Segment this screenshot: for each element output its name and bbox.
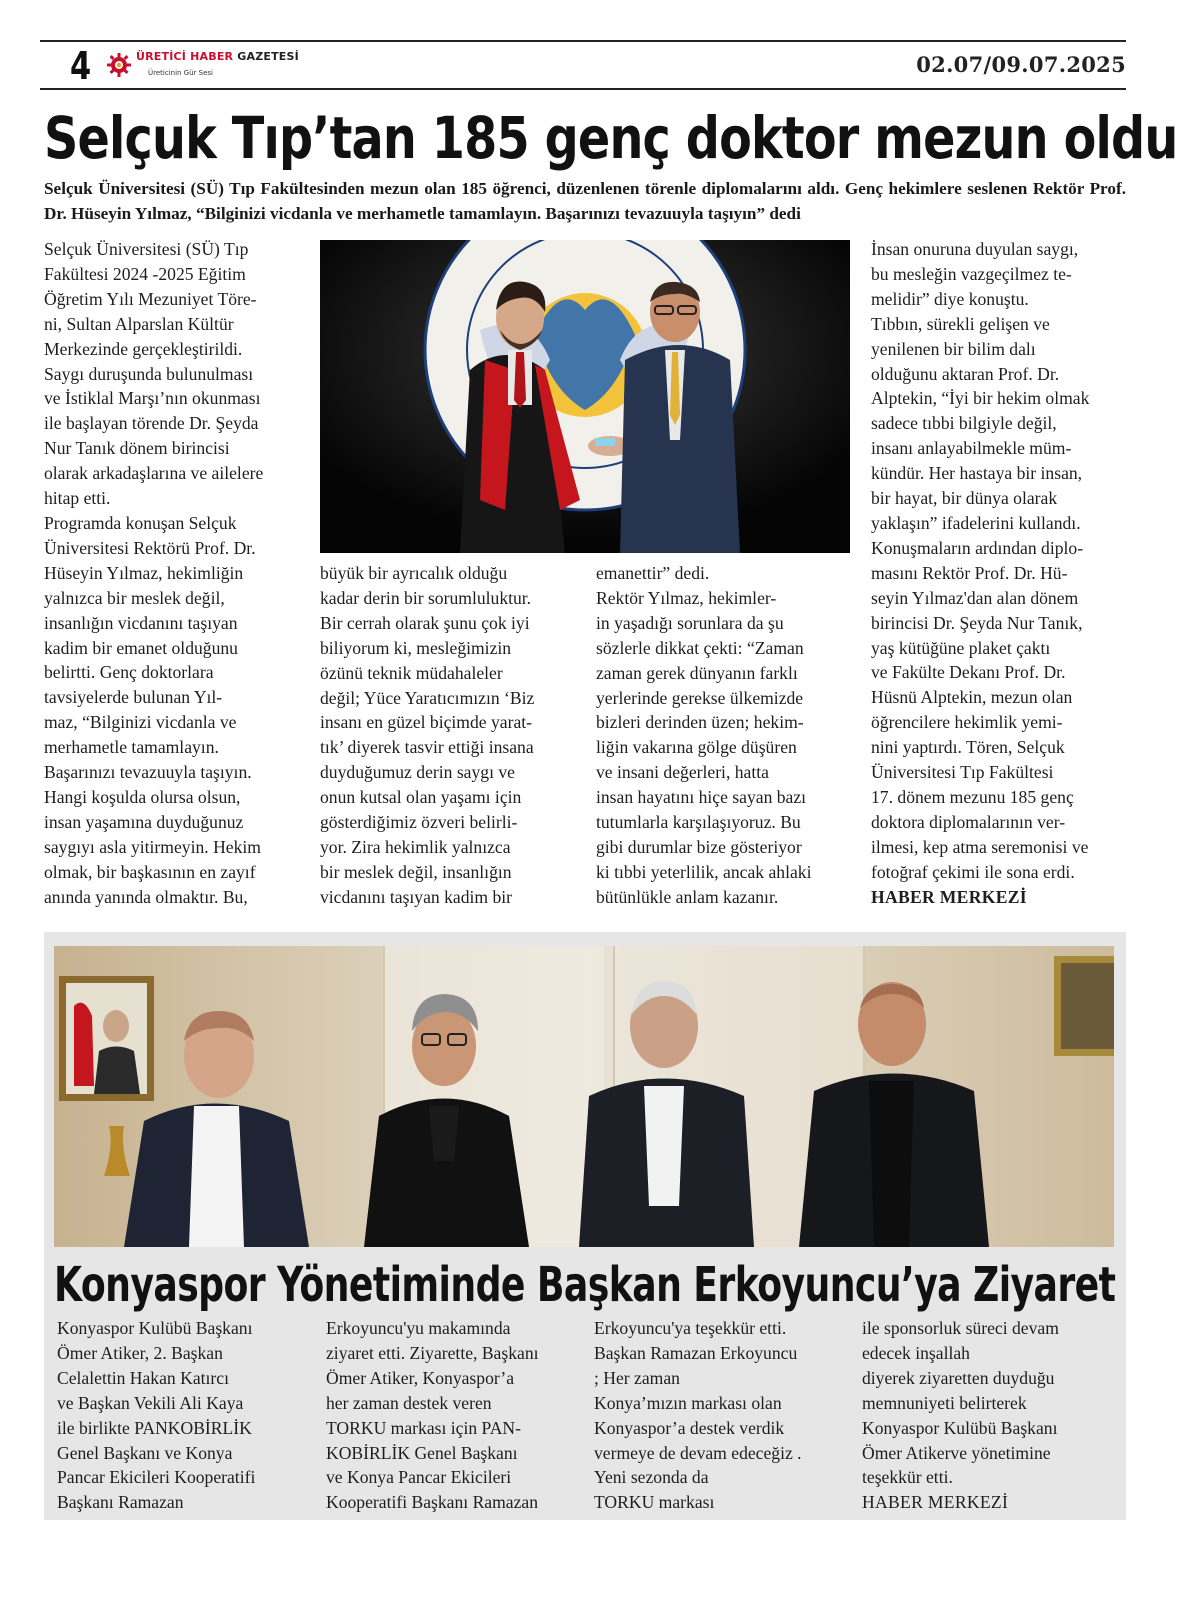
article2-signature: HABER MERKEZİ <box>862 1492 1009 1513</box>
article1-column-2 <box>320 561 582 910</box>
article1-column-3-text: emanettir” dedi. Rektör Yılmaz, hekimler- in yaşadığı sorunlara da şu sözlerle dikkat çekti: “Zaman zaman gerek dünyanın farklı yerlerinde gerekse ülkemizde bizleri derinden üzen; hekim- liğin vakarına gölge düşüren ve insani değerleri, hatta insan hayatını hiçe sayan bazı tutumlarla karşılaşıyoruz. Bu gibi durumlar bize gösteriyor ki tıbbi yeterlilik, ancak ahlaki bütünlükle anlam kazanır. <box>596 563 812 907</box>
article2-column-3 <box>594 1316 856 1515</box>
group-visit-illustration <box>54 946 1114 1247</box>
article1-column-4-text: İnsan onuruna duyulan saygı, bu mesleğin vazgeçilmez te- melidir” diye konuştu. Tıbbın, sürekli gelişen ve yenilenen bir bilim dalı olduğunu aktaran Prof. Dr. Alptekin, “İyi bir hekim olmak sadece tıbbi bilgiyle değil, insanı anlayabilmekle müm- kündür. Her hastaya bir insan, bir hayat, bir dünya olarak yaklaşın” ifadelerini kullandı. Konuşmaların ardından diplo- masını Rektör Prof. Dr. Hü- seyin Yılmaz'dan alan dönem birincisi Dr. Şeyda Nur Tanık, yaş kütüğüne plaket çaktı ve Fakülte Dekanı Prof. Dr. Hüsnü Alptekin, mezun olan öğrencilere hekimlik yemi- nini yaptırdı. Tören, Selçuk Üniversitesi Tıp Fakültesi 17. dönem mezunu 185 genç doktora diplomalarının ver- ilmesi, kep atma seremonisi ve fotoğraf çekimi ile sona erdi. <box>871 239 1090 882</box>
gear-icon <box>106 52 132 78</box>
article1-column-1 <box>44 237 306 909</box>
article2-column-3-text: Erkoyuncu'ya teşekkür etti. Başkan Ramazan Erkoyuncu ; Her zaman Konya’mızın markası olan Konyaspor’a destek verdik vermeye de devam edeceğiz . Yeni sezonda da TORKU markası <box>594 1318 802 1513</box>
page-number: 4 <box>70 44 92 88</box>
brand-part-2: HABER <box>190 50 234 63</box>
brand-part-3: GAZETESİ <box>237 50 299 63</box>
article2-headline: Konyaspor Yönetiminde Başkan Erkoyuncu’ya Ziyaret <box>54 1257 1116 1313</box>
article2-column-1 <box>57 1316 319 1515</box>
article1-headline: Selçuk Tıp’tan 185 genç doktor mezun oldu <box>44 104 1178 172</box>
article1-signature: HABER MERKEZİ <box>871 886 1027 907</box>
article2-column-1-text: Konyaspor Kulübü Başkanı Ömer Atiker, 2. Başkan Celalettin Hakan Katırcı ve Başkan Vekili Ali Kaya ile birlikte PANKOBİRLİK Genel Başkanı ve Konya Pancar Ekicileri Kooperatifi Başkanı Ramazan <box>57 1318 256 1513</box>
article1-column-3 <box>596 561 858 910</box>
brand-name <box>136 50 299 63</box>
group-visit-photo <box>54 946 1114 1247</box>
issue-date: 02.07/09.07.2025 <box>916 52 1126 77</box>
article2-column-2 <box>326 1316 588 1515</box>
article1-column-4 <box>871 237 1133 909</box>
brand-part-1: ÜRETİCİ <box>136 50 187 63</box>
article1-column-1-text: Selçuk Üniversitesi (SÜ) Tıp Fakültesi 2024 -2025 Eğitim Öğretim Yılı Mezuniyet Töre- ni, Sultan Alparslan Kültür Merkezinde gerçekleştirildi. Saygı duruşunda bulunulması ve İstiklal Marşı’nın okunması ile başlayan törende Dr. Şeyda Nur Tanık dönem birincisi olarak arkadaşlarına ve ailelere hitap etti. Programda konuşan Selçuk Üniversitesi Rektörü Prof. Dr. Hüseyin Yılmaz, hekimliğin yalnızca bir meslek değil, insanlığın vicdanını taşıyan kadim bir emanet olduğunu belirtti. Genç doktorlara tavsiyelerde bulunan Yıl- maz, “Bilginizi vicdanla ve merhametle tamamlayın. Başarınızı tevazuuyla taşıyın. Hangi koşulda olursa olsun, insan yaşamına duyduğunuz saygıyı asla yitirmeyin. Hekim olmak, bir başkasının en zayıf anında yanında olmaktır. Bu, <box>44 239 264 907</box>
article2-column-4 <box>862 1316 1124 1515</box>
article1-deck: Selçuk Üniversitesi (SÜ) Tıp Fakültesinden mezun olan 185 öğrenci, düzenlenen törenle diplomalarını aldı. Genç hekimlere seslenen Rektör Prof. Dr. Hüseyin Yılmaz, “Bilginizi vicdanla ve merhametle tamamlayın. Başarınızı tevazuuyla taşıyın” dedi <box>44 179 1126 223</box>
masthead <box>40 40 1126 90</box>
graduation-ceremony-illustration <box>320 240 850 553</box>
article1-column-2-text: büyük bir ayrıcalık olduğu kadar derin bir sorumluluktur. Bir cerrah olarak şunu çok iyi biliyorum ki, mesleğimizin özünü teknik müdahaleler değil; Yüce Yaratıcımızın ‘Biz insanı en güzel biçimde yarat- tık’ diyerek tasvir ettiği insana duyduğumuz derin saygı ve onun kutsal olan yaşamı için gösterdiğimiz özveri belirli- yor. Zira hekimlik yalnızca bir meslek değil, insanlığın vicdanını taşıyan kadim bir <box>320 563 535 907</box>
article2-column-2-text: Erkoyuncu'yu makamında ziyaret etti. Ziyarette, Başkanı Ömer Atiker, Konyaspor’a her zaman destek veren TORKU markası için PAN- KOBİRLİK Genel Başkanı ve Konya Pancar Ekicileri Kooperatifi Başkanı Ramazan <box>326 1318 539 1513</box>
brand-tagline: Üreticinin Gür Sesi <box>148 69 213 77</box>
article2-column-4-text: ile sponsorluk süreci devam edecek inşallah diyerek ziyaretten duyduğu memnuniyeti belirterek Konyaspor Kulübü Başkanı Ömer Atikerve yönetimine teşekkür etti. <box>862 1318 1059 1488</box>
graduation-ceremony-photo <box>320 240 850 553</box>
